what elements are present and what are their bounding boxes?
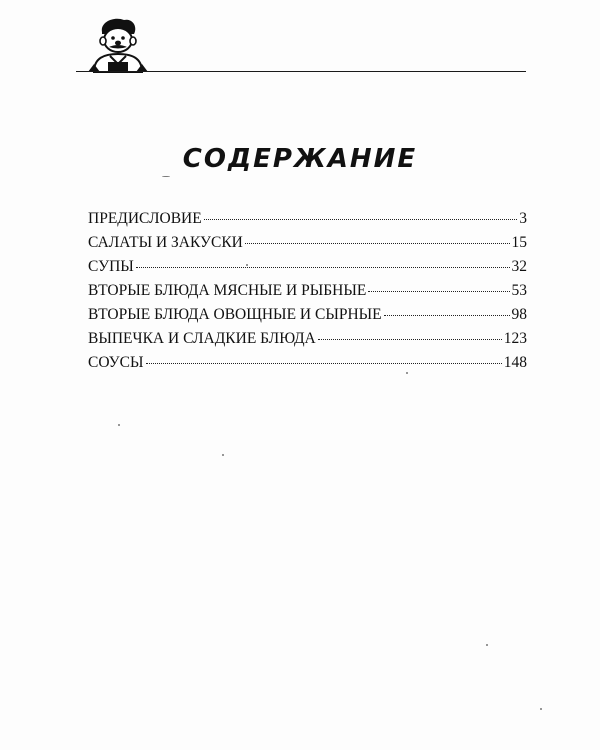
toc-entry[interactable] xyxy=(88,231,527,255)
toc-entry-label: СОУСЫ xyxy=(88,354,144,371)
header-rule xyxy=(76,71,526,72)
toc-entry-label: ВТОРЫЕ БЛЮДА МЯСНЫЕ И РЫБНЫЕ xyxy=(88,282,367,299)
dot-leader xyxy=(245,243,510,244)
toc-entry[interactable] xyxy=(88,327,527,351)
toc-entry[interactable] xyxy=(88,279,527,303)
toc-entry-label: САЛАТЫ И ЗАКУСКИ xyxy=(88,234,243,251)
page-title: СОДЕРЖАНИЕ xyxy=(182,144,418,174)
print-speck xyxy=(222,454,224,456)
dot-leader xyxy=(384,315,510,316)
toc-entry[interactable] xyxy=(88,255,527,279)
toc-entry-label: ВЫПЕЧКА И СЛАДКИЕ БЛЮДА xyxy=(88,330,316,347)
dot-leader xyxy=(368,291,509,292)
print-speck xyxy=(162,176,170,177)
toc-entry-label: СУПЫ xyxy=(88,258,134,275)
dot-leader xyxy=(204,219,518,220)
toc-entry[interactable] xyxy=(88,207,527,231)
table-of-contents xyxy=(88,207,527,375)
toc-entry-page: 98 xyxy=(511,306,527,323)
toc-entry-page: 3 xyxy=(519,210,527,227)
chef-cartoon-icon xyxy=(80,14,152,74)
toc-entry-page: 148 xyxy=(503,354,527,371)
toc-entry-page: 15 xyxy=(511,234,527,251)
toc-entry-label: ПРЕДИСЛОВИЕ xyxy=(88,210,202,227)
toc-entry-page: 32 xyxy=(511,258,527,275)
print-speck xyxy=(406,372,408,374)
dot-leader xyxy=(318,339,502,340)
print-speck xyxy=(118,424,120,426)
dot-leader xyxy=(146,363,502,364)
dot-leader xyxy=(136,267,510,268)
print-speck xyxy=(540,708,542,710)
print-speck xyxy=(246,264,248,266)
toc-entry[interactable] xyxy=(88,303,527,327)
toc-entry-label: ВТОРЫЕ БЛЮДА ОВОЩНЫЕ И СЫРНЫЕ xyxy=(88,306,382,323)
print-speck xyxy=(486,644,488,646)
toc-entry[interactable] xyxy=(88,351,527,375)
toc-entry-page: 123 xyxy=(503,330,527,347)
toc-entry-page: 53 xyxy=(511,282,527,299)
